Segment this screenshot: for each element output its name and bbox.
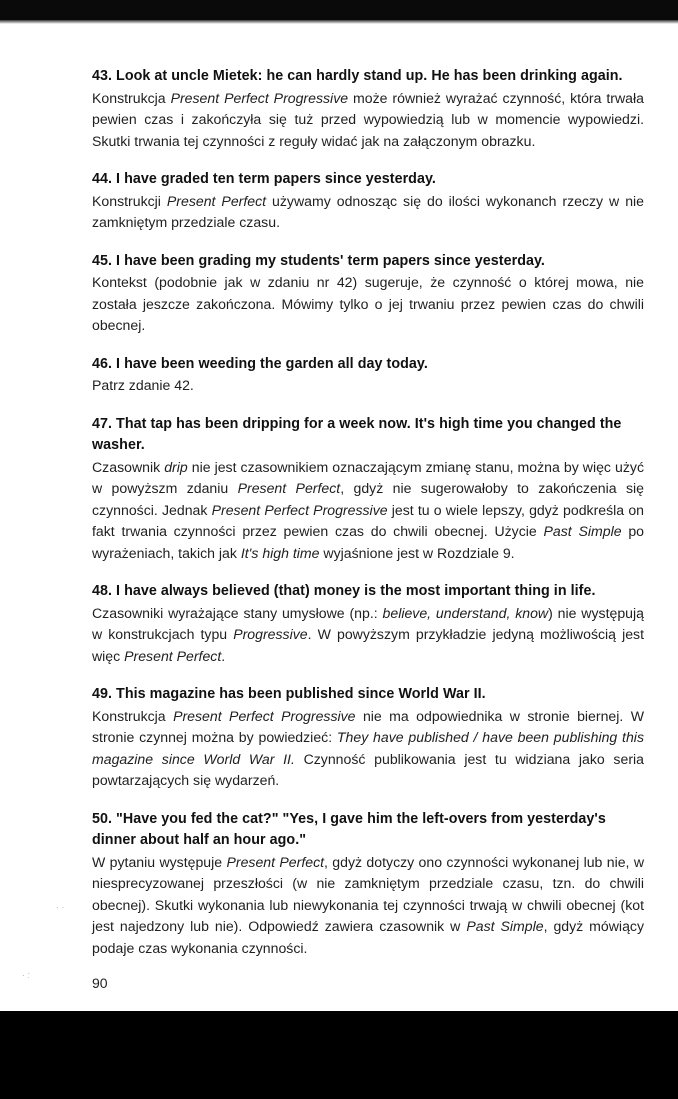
italic-term: drip — [164, 458, 188, 475]
entry-47 — [92, 414, 644, 565]
entry-heading: 47. That tap has been dripping for a week now. It's high time you changed the washer. — [92, 415, 622, 453]
text-run: nie ma odpowiednika w stronie biernej. W stronie czynnej można by powiedzieć: — [92, 707, 645, 745]
entry-heading: 49. This magazine has been published since World War II. — [92, 686, 486, 702]
entry-49 — [92, 684, 644, 792]
entry-heading: 43. Look at uncle Mietek: he can hardly stand up. He has been drinking again. — [92, 68, 623, 84]
italic-term: Present Perfect — [237, 480, 341, 496]
text-run: Czynność publikowania jest tu widziana jako seria powtarzających się wydarzeń. — [92, 750, 644, 788]
text-run: jest tu o wiele lepszy, gdyż podkreśla on fakt trwania czynności przez pewien czas do chwili obecnej. Użycie — [92, 501, 644, 539]
entry-45 — [92, 251, 644, 337]
text-run: Konstrukcja — [92, 707, 174, 724]
entry-explanation — [92, 603, 644, 668]
entry-explanation — [92, 457, 644, 565]
text-run: Kontekst (podobnie jak w zdaniu nr 42) sugeruje, że czynność o której mowa, nie została jeszcze zakończona. Mówimy tylko o jej trwaniu przez pewien czas do chwili obecnej. — [92, 274, 644, 333]
scan-bottom-border — [0, 1011, 678, 1099]
entry-44 — [92, 169, 644, 234]
scan-speck: · : — [22, 970, 30, 980]
text-run: , gdyż nie sugerowałoby to zakończenia się czynności. Jednak — [92, 480, 644, 518]
entry-heading: 45. I have been grading my students' term papers since yesterday. — [92, 252, 545, 269]
scan-top-border — [0, 0, 678, 20]
text-run: , gdyż dotyczy ono czynności wykonanej lub nie, w niesprecyzowanej przeszłości (w nie zamkniętym przedziale czasu, tzn. do chwili obecnej). Skutki wykonania lub niewykonania tej czynności trwają w chwili obecnej (kot jest najedzony lub nie). Odpowiedź zawiera czasownik w — [92, 853, 644, 934]
text-run: ) nie występują w konstrukcjach typu — [92, 604, 644, 642]
entry-explanation — [92, 191, 644, 234]
text-run: Konstrukcja — [92, 89, 171, 106]
entry-heading: 48. I have always believed (that) money is the most important thing in life. — [92, 583, 596, 599]
text-run: . W powyższym przykładzie jedyną możliwością jest więc — [92, 626, 645, 664]
text-run: W pytaniu występuje — [92, 853, 227, 870]
text-run: po wyrażeniach, takich jak — [92, 523, 645, 561]
entry-43 — [92, 66, 644, 152]
text-run: Czasowniki wyrażające stany umysłowe (np.: — [92, 604, 383, 621]
italic-term: Present Perfect — [226, 853, 325, 870]
document-page — [92, 66, 644, 976]
text-run: może również wyrażać czynność, która trwała pewien czas i zakończyła się tuż przed wypowiedzią lub w momencie wypowiedzi. Skutki trwania tej czynności z reguły widać jak na załączonym obrazku. — [92, 89, 644, 149]
entry-heading: 46. I have been weeding the garden all day today. — [92, 355, 428, 372]
text-run: Konstrukcji — [92, 192, 167, 209]
italic-term: Present Perfect Progressive — [173, 707, 356, 724]
italic-term: Present Perfect — [124, 647, 222, 664]
page-number: 90 — [92, 975, 108, 991]
italic-term: Present Perfect Progressive — [170, 89, 349, 106]
scan-speck: · · — [56, 902, 65, 912]
entry-48 — [92, 581, 644, 667]
entry-50 — [92, 809, 644, 960]
text-run: . — [221, 647, 226, 664]
text-run: , gdyż mówiący podaje czas wykonania czynności. — [92, 918, 644, 956]
entry-explanation — [92, 852, 644, 960]
entry-46 — [92, 354, 644, 397]
entry-heading: 44. I have graded ten term papers since yesterday. — [92, 171, 436, 187]
italic-term: Past Simple — [543, 523, 622, 539]
italic-term: Present Perfect Progressive — [211, 501, 388, 518]
italic-term: believe, understand, know — [382, 604, 549, 621]
text-run: Patrz zdanie 42. — [92, 377, 194, 393]
entry-heading: 50. "Have you fed the cat?" "Yes, I gave him the left-overs from yesterday's dinner about half an hour ago." — [92, 810, 606, 848]
italic-term: Past Simple — [466, 918, 544, 934]
italic-term: They have published / have been publishing this magazine since World War II. — [92, 729, 644, 767]
italic-term: Progressive — [233, 626, 308, 642]
text-run: nie jest czasownikiem oznaczającym zmianę stanu, można by więc użyć w powyższm zdaniu — [92, 458, 644, 496]
entry-explanation — [92, 706, 644, 792]
text-run: Czasownik — [92, 458, 165, 475]
entry-explanation — [92, 88, 644, 153]
entry-explanation — [92, 375, 644, 397]
italic-term: It's high time — [240, 544, 320, 561]
text-run: wyjaśnione jest w Rozdziale 9. — [319, 544, 515, 561]
italic-term: Present Perfect — [166, 192, 267, 209]
entry-explanation — [92, 272, 644, 337]
text-run: używamy odnosząc się do ilości wykonanch rzeczy w nie zamkniętym przedziale czasu. — [92, 192, 645, 230]
